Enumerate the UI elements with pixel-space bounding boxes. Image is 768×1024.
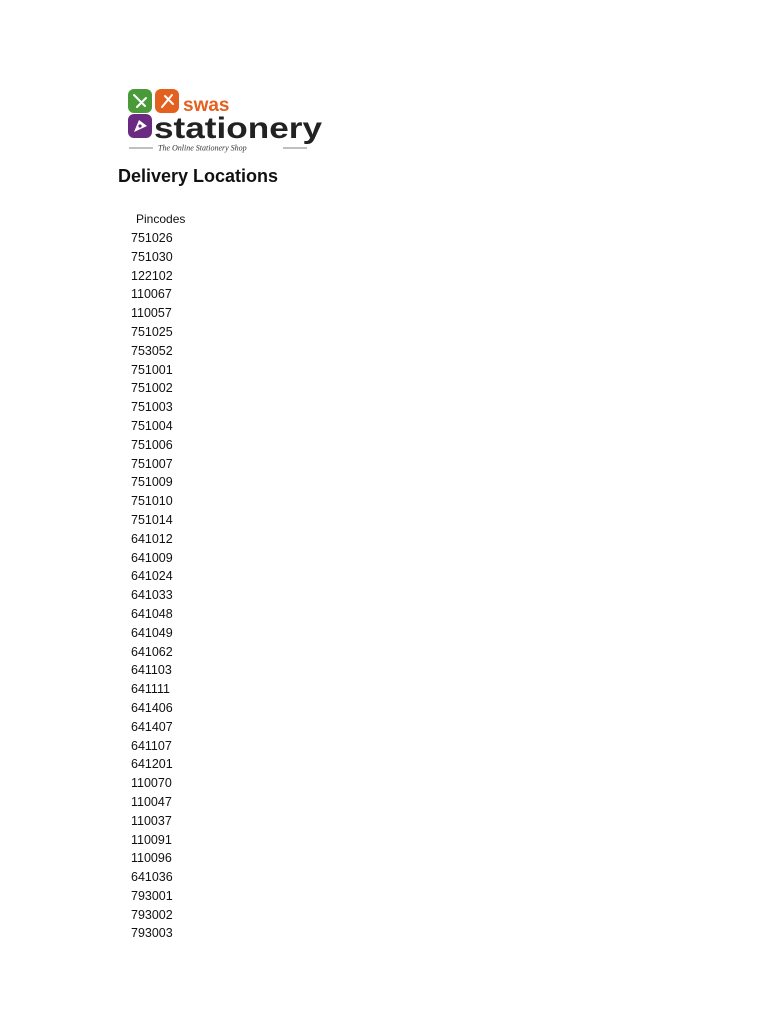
- pincode-item: 641033: [131, 588, 173, 603]
- pincode-item: 641009: [131, 550, 173, 565]
- pincode-item: 110070: [131, 776, 172, 791]
- pincode-list: [131, 229, 173, 943]
- pincode-item: 641048: [131, 606, 173, 621]
- orange-nib-tile-icon: [155, 89, 179, 113]
- pincode-item: 793003: [131, 926, 173, 941]
- pincode-item: 751030: [131, 249, 173, 264]
- pincode-item: 751002: [131, 381, 173, 396]
- pincode-item: 751003: [131, 400, 173, 415]
- pincode-item: 110091: [131, 832, 172, 847]
- pincode-item: 751009: [131, 475, 173, 490]
- pincode-item: 641036: [131, 870, 173, 885]
- pincode-item: 122102: [131, 268, 173, 283]
- pincode-item: 793002: [131, 907, 173, 922]
- pincode-item: 641111: [131, 682, 170, 697]
- page-title: Delivery Locations: [118, 166, 279, 186]
- swas-stationery-logo: [127, 87, 327, 153]
- pincode-item: 110096: [131, 851, 172, 866]
- pincode-item: 751026: [131, 231, 173, 245]
- pincode-item: 751025: [131, 324, 173, 339]
- pincode-item: 751007: [131, 456, 173, 471]
- green-nib-tile-icon: [128, 89, 152, 113]
- pincodes-column-header: Pincodes: [136, 212, 186, 226]
- pincode-item: 110067: [131, 287, 172, 302]
- pincode-item: 751006: [131, 437, 173, 452]
- pincode-item: 751001: [131, 362, 173, 377]
- pincode-item: 753052: [131, 343, 173, 358]
- pincode-item: 641049: [131, 625, 173, 640]
- pincode-item: 641062: [131, 644, 173, 659]
- pincode-item: 110037: [131, 813, 172, 828]
- pincode-item: 641406: [131, 700, 173, 715]
- pincode-item: 641201: [131, 757, 173, 772]
- pincode-item: 641407: [131, 719, 173, 734]
- pincode-item: 751004: [131, 418, 173, 433]
- logo-brand-top: swas: [183, 95, 230, 116]
- pincode-item: 751010: [131, 494, 173, 509]
- pincode-item: 641024: [131, 569, 173, 584]
- pincode-item: 641012: [131, 531, 173, 546]
- purple-nib-tile-icon: [128, 114, 152, 138]
- logo-brand-main: stationery: [154, 112, 323, 145]
- pincode-item: 751014: [131, 512, 173, 527]
- pincode-item: 641103: [131, 663, 172, 678]
- pincode-item: 110047: [131, 794, 172, 809]
- pincode-item: 641107: [131, 738, 172, 753]
- pincode-item: 793001: [131, 888, 173, 903]
- logo-tagline: The Online Stationery Shop: [158, 143, 247, 153]
- pincode-item: 110057: [131, 306, 172, 321]
